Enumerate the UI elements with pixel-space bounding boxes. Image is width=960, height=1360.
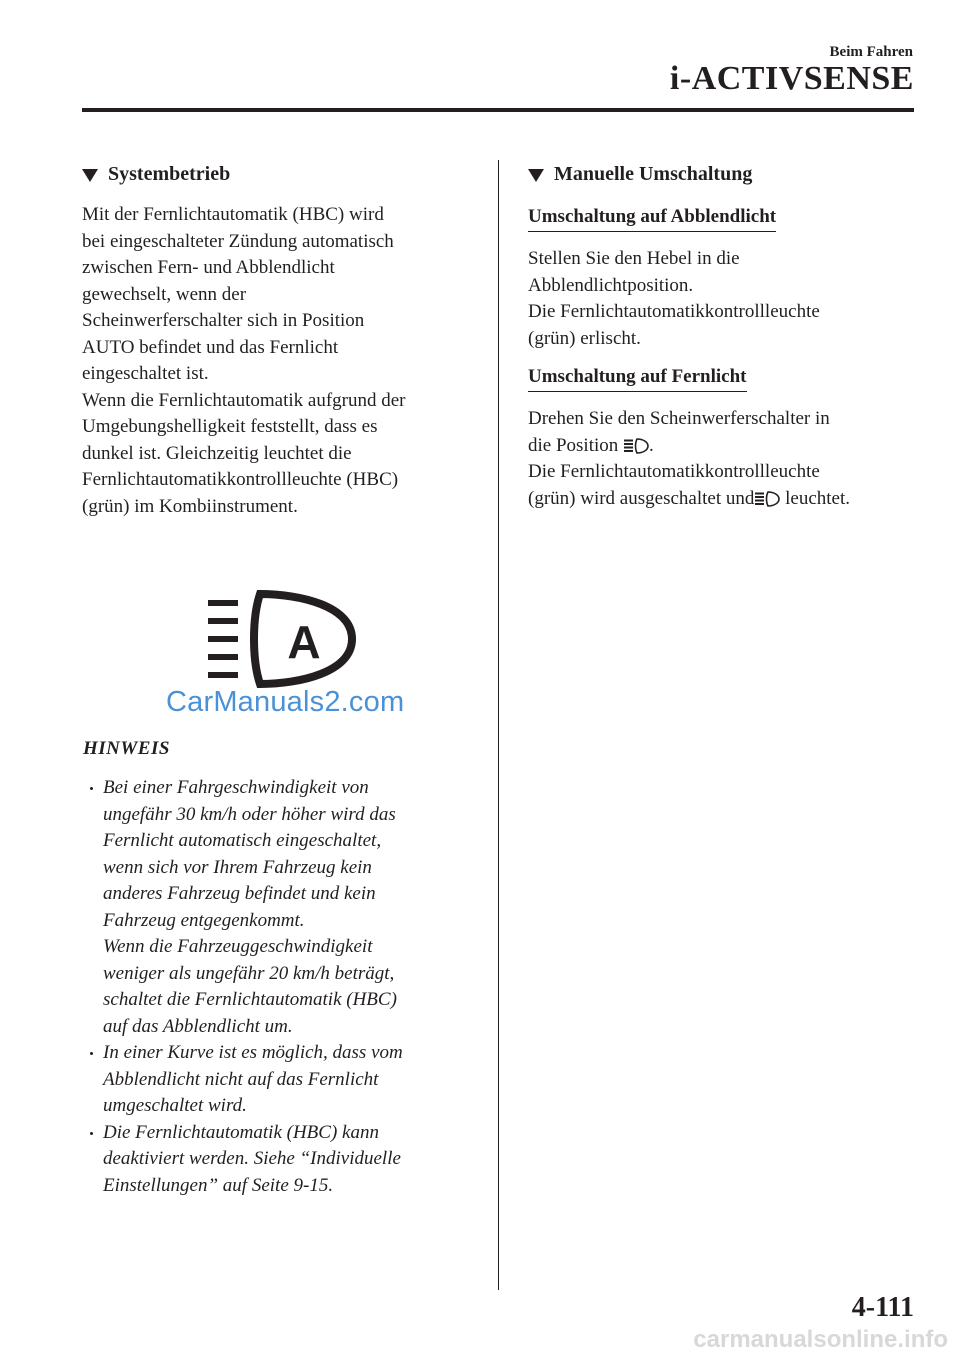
note-item <box>88 1040 483 1120</box>
high-beam-icon <box>623 438 649 454</box>
high-beam-subheading: Umschaltung auf Fernlicht <box>528 364 747 392</box>
text-line: Die Fernlichtautomatikkontrollleuchte <box>528 301 820 322</box>
site-watermark: carmanualsonline.info <box>693 1326 948 1353</box>
note-text: Die Fernlichtautomatik (HBC) kann deaktiviert werden. Siehe “Individuelle Einstellungen” auf Seite 9-15. <box>103 1121 401 1196</box>
text-line: Wenn die Fernlichtautomatik aufgrund der <box>82 389 406 411</box>
heading-text: Manuelle Umschaltung <box>554 163 753 185</box>
text-line: (grün) erlischt. <box>528 327 641 349</box>
header-divider <box>82 108 914 112</box>
text-line: die Position <box>528 434 624 456</box>
manuelle-umschaltung-heading <box>528 160 913 188</box>
text-line: Umgebungshelligkeit feststellt, dass es <box>82 416 378 437</box>
bullet-dot-icon <box>90 1052 93 1055</box>
text-line: (grün) im Kombiinstrument. <box>82 495 298 517</box>
text-line: gewechselt, wenn der <box>82 283 247 305</box>
text-line: AUTO befindet und das Fernlicht <box>82 336 339 358</box>
triangle-bullet-icon <box>82 169 98 182</box>
text-line: leuchtet. <box>780 487 850 509</box>
column-divider <box>498 160 499 1290</box>
text-line: dunkel ist. Gleichzeitig leuchtet die <box>82 442 352 464</box>
bullet-dot-icon <box>90 787 93 790</box>
right-column <box>528 160 913 512</box>
indicator-letter: A <box>287 616 321 668</box>
text-line: eingeschaltet ist. <box>82 363 209 384</box>
text-line: zwischen Fern- und Abblendlicht <box>82 257 335 278</box>
high-beam-paragraph <box>528 406 913 512</box>
high-beam-icon <box>754 491 780 507</box>
auto-high-beam-indicator-icon <box>200 588 360 688</box>
low-beam-paragraph <box>528 246 913 352</box>
triangle-bullet-icon <box>528 169 544 182</box>
note-item <box>88 775 483 1040</box>
text-line: Drehen Sie den Scheinwerferschalter in <box>528 408 830 429</box>
note-list <box>88 775 483 1199</box>
note-text: Bei einer Fahrgeschwindigkeit von ungefähr 30 km/h oder höher wird das Fernlicht automatisch eingeschaltet, wenn sich vor Ihrem Fahrzeug kein anderes Fahrzeug befindet und kein Fahrzeug entgegenkommt. Wenn die Fahrzeuggeschwindigkeit weniger als ungefähr 20 km/h beträgt, schaltet die Fernlichtautomatik (HBC) auf das Abblendlicht um. <box>103 777 397 1037</box>
text-line: Scheinwerferschalter sich in Position <box>82 310 365 331</box>
text-line: Fernlichtautomatikkontrollleuchte (HBC) <box>82 469 399 490</box>
text-line: Abblendlichtposition. <box>528 274 694 296</box>
watermark: CarManuals2.com <box>166 686 405 718</box>
text-line: bei eingeschalteter Zündung automatisch <box>82 230 394 252</box>
systembetrieb-paragraph <box>82 202 477 520</box>
text-line: Mit der Fernlichtautomatik (HBC) wird <box>82 204 384 225</box>
section-title: Beim Fahren <box>829 44 913 60</box>
note-item <box>88 1120 483 1200</box>
text-line: Die Fernlichtautomatikkontrollleuchte <box>528 461 820 482</box>
systembetrieb-heading <box>82 160 477 188</box>
text-line: . <box>649 434 654 456</box>
text-line: Stellen Sie den Hebel in die <box>528 248 740 269</box>
note-title: HINWEIS <box>83 738 170 759</box>
heading-text: Systembetrieb <box>108 163 231 185</box>
page-number: 4-111 <box>851 1292 914 1323</box>
low-beam-subheading: Umschaltung auf Abblendlicht <box>528 204 776 232</box>
text-line: (grün) wird ausgeschaltet und <box>528 487 755 509</box>
note-text: In einer Kurve ist es möglich, dass vom Abblendlicht nicht auf das Fernlicht umgeschaltet wird. <box>103 1042 403 1116</box>
chapter-title: i-ACTIVSENSE <box>669 60 914 97</box>
bullet-dot-icon <box>90 1132 93 1135</box>
left-column <box>82 160 477 520</box>
